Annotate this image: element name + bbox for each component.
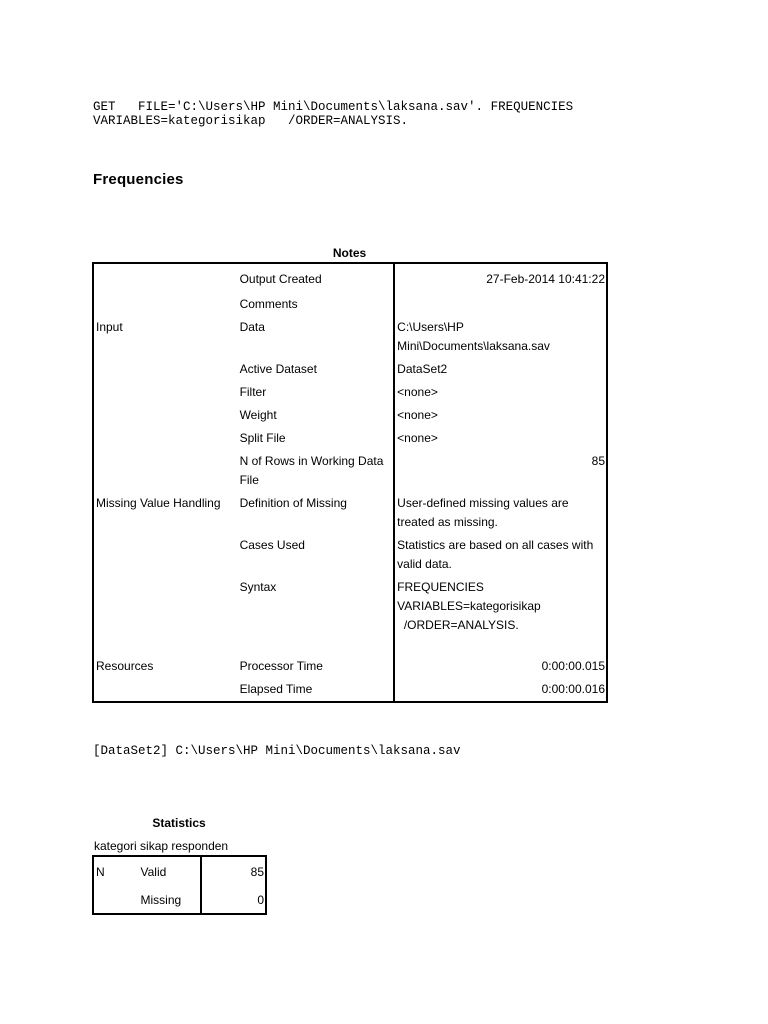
- frequencies-heading: Frequencies: [93, 171, 184, 188]
- row-value: C:\Users\HP Mini\Documents\laksana.sav: [394, 316, 607, 358]
- row-value: DataSet2: [394, 358, 607, 381]
- table-row: [93, 678, 607, 702]
- table-row: [93, 655, 607, 678]
- row-group: [93, 404, 238, 427]
- row-label: Data: [239, 320, 265, 334]
- statistics-caption: Statistics: [152, 816, 206, 830]
- table-row: [93, 534, 607, 576]
- notes-table: [92, 262, 608, 703]
- row-label: Definition of Missing: [239, 496, 347, 510]
- row-group: [93, 678, 238, 702]
- table-row: [93, 292, 607, 316]
- row-group: [93, 534, 238, 576]
- notes-caption: Notes: [332, 246, 367, 260]
- syntax-value-line: FREQUENCIES: [397, 580, 484, 594]
- row-group: N: [96, 865, 105, 879]
- row-group: [93, 292, 238, 316]
- row-value: Statistics are based on all cases with valid data.: [394, 534, 607, 576]
- row-value: [394, 292, 607, 316]
- row-value: <none>: [394, 381, 607, 404]
- row-label: Weight: [239, 408, 277, 422]
- row-value: 0:00:00.016: [394, 678, 607, 702]
- row-group: [93, 358, 238, 381]
- table-row: [93, 381, 607, 404]
- row-group: [93, 263, 238, 292]
- table-row: [93, 316, 607, 358]
- syntax-value-line: /ORDER=ANALYSIS.: [397, 618, 519, 632]
- row-group: Input: [96, 320, 123, 334]
- row-label: Comments: [239, 297, 298, 311]
- syntax-value-line: VARIABLES=kategorisikap: [397, 599, 541, 613]
- statistics-table: [92, 855, 267, 915]
- row-group: Missing Value Handling: [96, 496, 221, 510]
- row-value: User-defined missing values are treated as missing.: [394, 492, 607, 534]
- table-row: [93, 856, 266, 885]
- table-row: [93, 576, 607, 655]
- row-label: Missing: [140, 893, 182, 907]
- table-row: [93, 427, 607, 450]
- row-group: [93, 427, 238, 450]
- row-value: 85: [201, 856, 266, 885]
- syntax-line-2: VARIABLES=kategorisikap /ORDER=ANALYSIS.: [93, 114, 409, 128]
- row-label: Processor Time: [239, 659, 323, 673]
- syntax-value: [394, 576, 607, 655]
- row-label: Elapsed Time: [239, 682, 313, 696]
- row-value: 27-Feb-2014 10:41:22: [394, 263, 607, 292]
- row-group: [93, 381, 238, 404]
- row-group: Resources: [96, 659, 154, 673]
- row-value: 85: [394, 450, 607, 492]
- row-value: 0:00:00.015: [394, 655, 607, 678]
- table-row: [93, 450, 607, 492]
- row-group: [93, 450, 238, 492]
- table-row: [93, 404, 607, 427]
- row-value: <none>: [394, 404, 607, 427]
- row-label: Valid: [140, 865, 167, 879]
- row-label: N of Rows in Working Data File: [239, 454, 384, 487]
- statistics-variable-label: kategori sikap responden: [94, 839, 229, 853]
- table-row: [93, 358, 607, 381]
- row-label: Cases Used: [239, 538, 305, 552]
- table-row: [93, 263, 607, 292]
- syntax-line-1: GET FILE='C:\Users\HP Mini\Documents\laksana.sav'. FREQUENCIES: [93, 100, 574, 114]
- row-group: [93, 885, 139, 914]
- row-group: [93, 576, 238, 655]
- row-label: Active Dataset: [239, 362, 317, 376]
- row-label: Output Created: [239, 272, 322, 286]
- row-value: 0: [201, 885, 266, 914]
- row-value: <none>: [394, 427, 607, 450]
- row-label: Syntax: [239, 580, 277, 594]
- dataset-line: [DataSet2] C:\Users\HP Mini\Documents\laksana.sav: [93, 744, 461, 758]
- table-row: [93, 885, 266, 914]
- table-row: [93, 492, 607, 534]
- row-label: Filter: [239, 385, 267, 399]
- row-label: Split File: [239, 431, 286, 445]
